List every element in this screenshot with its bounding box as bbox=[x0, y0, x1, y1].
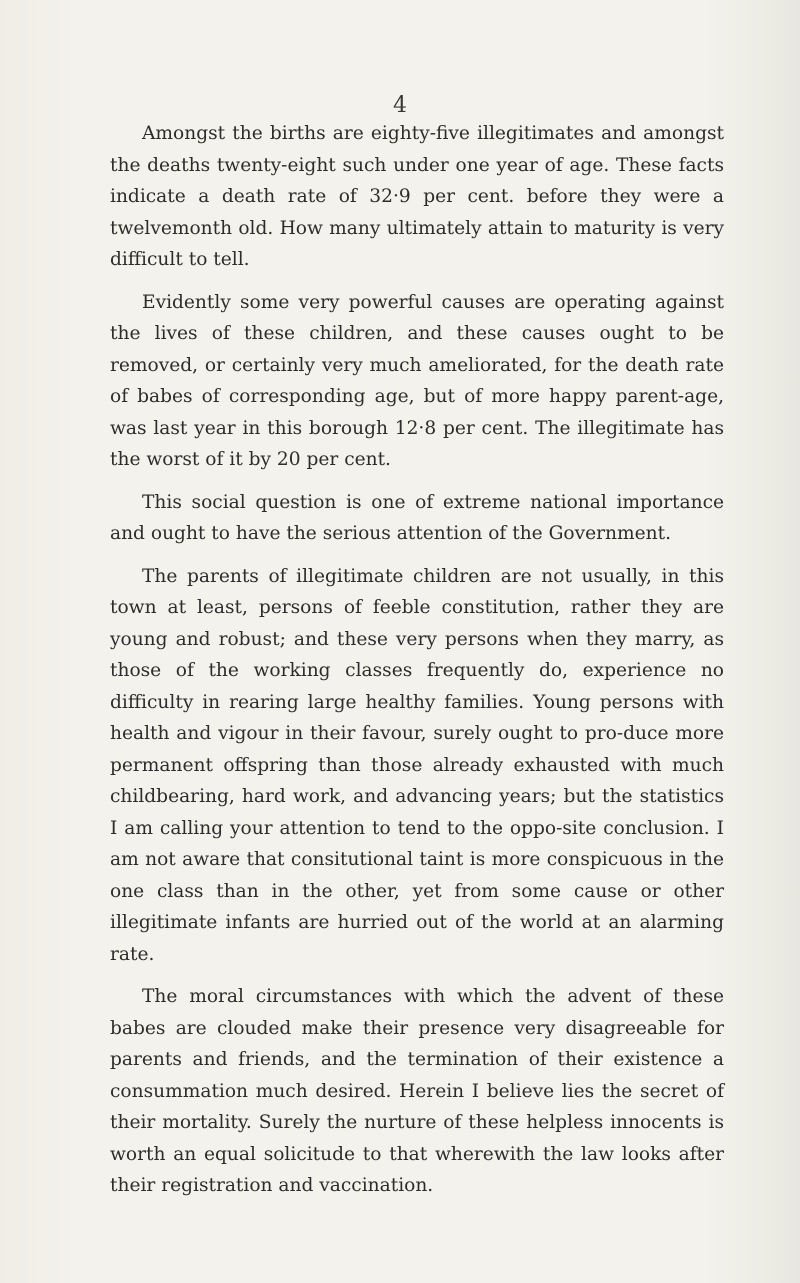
paragraph-5: The moral circumstances with which the advent of these babes are clouded make their presence very disagreeable for parents and friends, and the termination of their existence a consummation much desired. Herein I believe lies the secret of their mortality. Surely the nurture of these helpless innocents is worth an equal solicitude to that wherewith the law looks after their registration and vaccination. bbox=[110, 986, 724, 1196]
body-text bbox=[110, 118, 724, 1213]
paragraph-3: This social question is one of extreme national importance and ought to have the serious attention of the Government. bbox=[110, 491, 724, 544]
paragraph-4: The parents of illegitimate children are not usually, in this town at least, persons of feeble constitution, rather they are young and robust; and these very persons when they marry, as those of the working classes frequently do, experience no difficulty in rearing large healthy families. Young persons with health and vigour in their favour, surely ought to pro-duce more permanent offspring than those already exhausted with much childbearing, hard work, and advancing years; but the statistics I am calling your attention to tend to the oppo-site conclusion. I am not aware that consitutional taint is more conspicuous in the one class than in the other, yet from some cause or other illegitimate infants are hurried out of the world at an alarming rate. bbox=[110, 565, 724, 965]
paragraph-1: Amongst the births are eighty-five illegitimates and amongst the deaths twenty-eight such under one year of age. These facts indicate a death rate of 32·9 per cent. before they were a twelvemonth old. How many ultimately attain to maturity is very difficult to tell. bbox=[110, 123, 724, 270]
page-number: 4 bbox=[393, 93, 407, 118]
paragraph-2: Evidently some very powerful causes are operating against the lives of these children, and these causes ought to be removed, or certainly very much ameliorated, for the death rate of babes of corresponding age, but of more happy parent-age, was last year in this borough 12·8 per cent. The illegitimate has the worst of it by 20 per cent. bbox=[110, 291, 724, 470]
